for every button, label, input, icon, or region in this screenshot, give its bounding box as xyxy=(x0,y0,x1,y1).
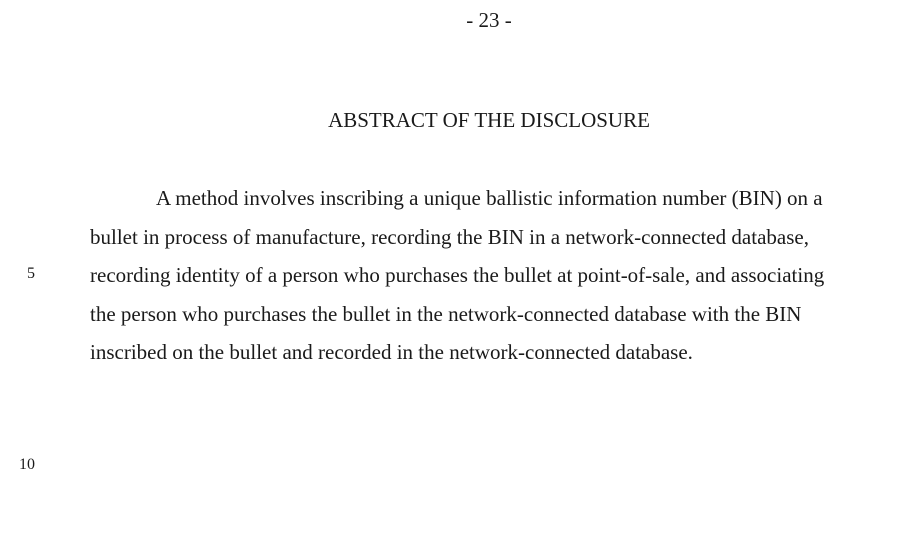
abstract-line: inscribed on the bullet and recorded in the network-connected database. xyxy=(90,340,693,364)
margin-line-number: 5 xyxy=(27,265,35,282)
page-number: - 23 - xyxy=(466,8,512,32)
abstract-paragraph xyxy=(90,179,870,372)
abstract-heading: ABSTRACT OF THE DISCLOSURE xyxy=(328,108,650,132)
margin-line-number: 10 xyxy=(19,456,35,473)
abstract-line: bullet in process of manufacture, recording the BIN in a network-connected database, xyxy=(90,224,809,249)
abstract-line: recording identity of a person who purchases the bullet at point-of-sale, and associating xyxy=(90,263,825,287)
abstract-line: the person who purchases the bullet in the network-connected database with the BIN xyxy=(90,301,802,326)
abstract-line: A method involves inscribing a unique ballistic information number (BIN) on a xyxy=(156,186,823,210)
